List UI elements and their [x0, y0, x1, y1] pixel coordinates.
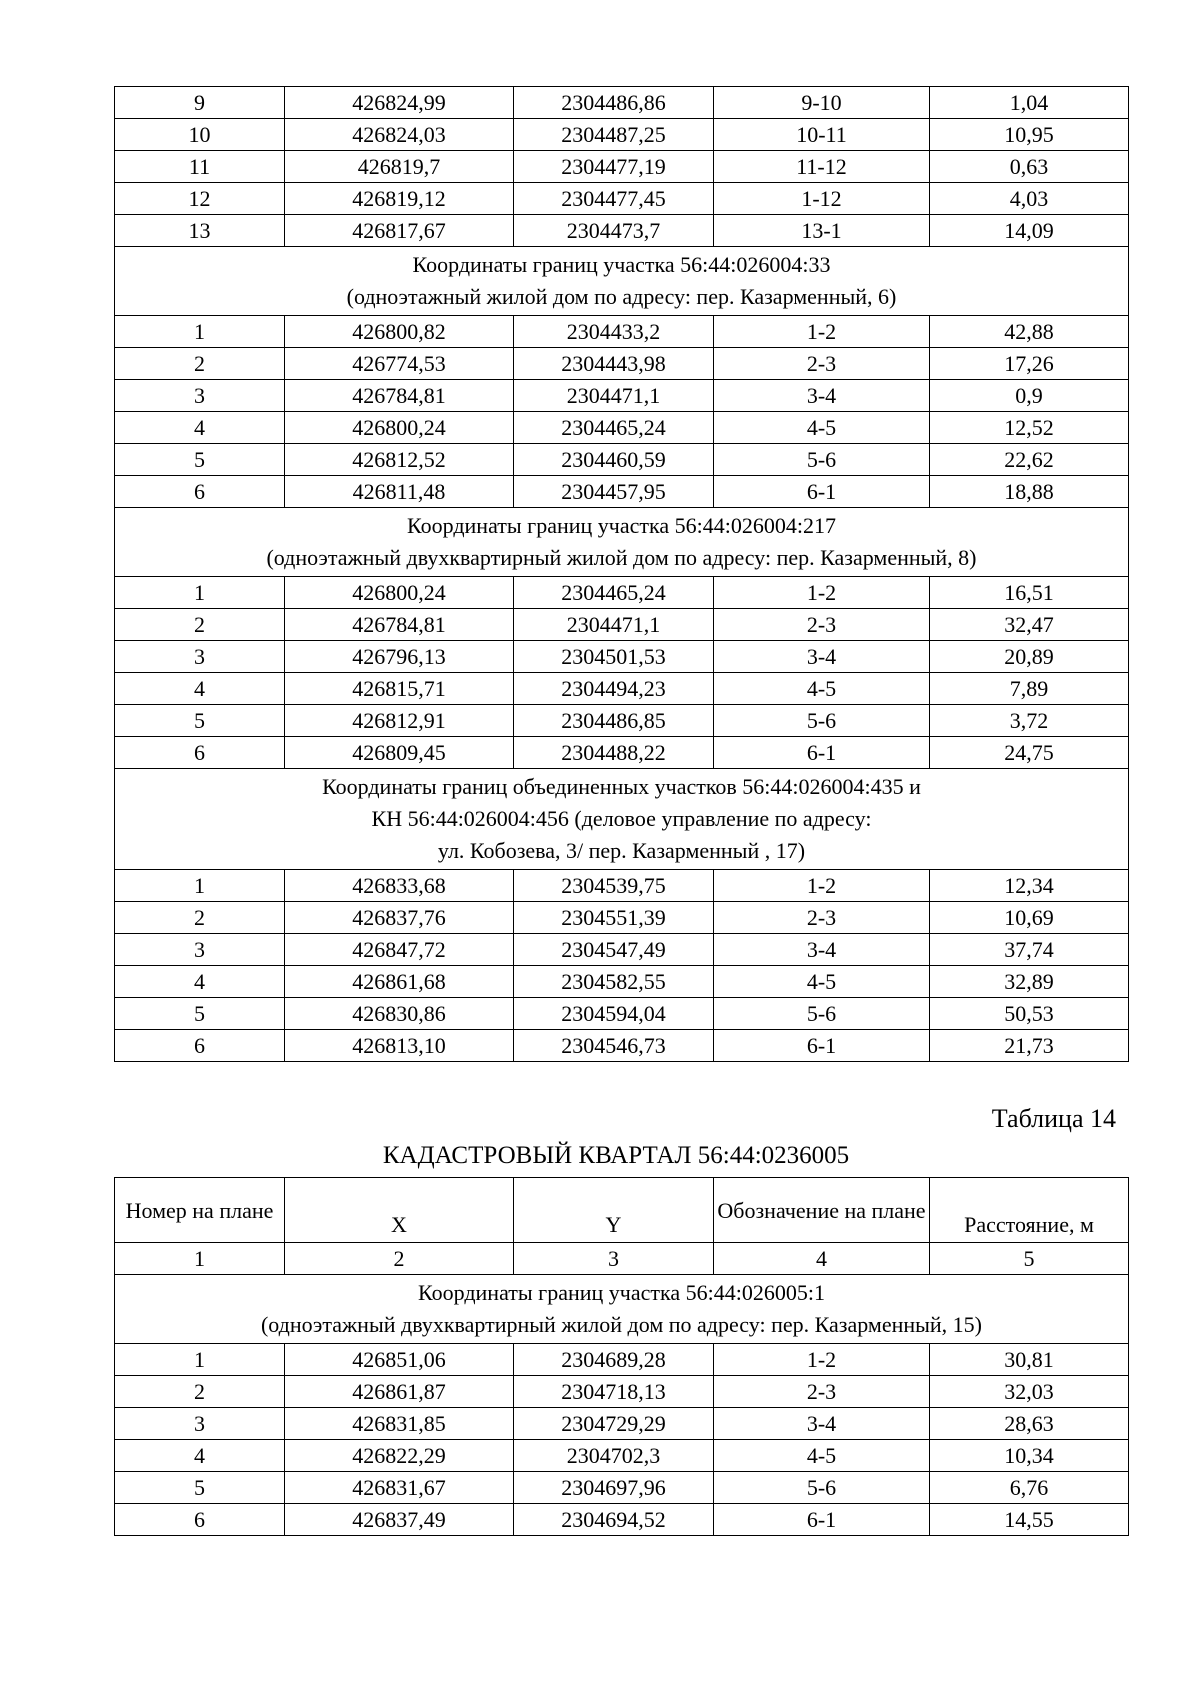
section-title [115, 1275, 1129, 1344]
x-cell: 426822,29 [285, 1440, 514, 1472]
table-row [115, 1030, 1129, 1062]
point-number-cell: 10 [115, 119, 285, 151]
x-cell: 426831,67 [285, 1472, 514, 1504]
x-cell: 426784,81 [285, 609, 514, 641]
y-cell: 2304457,95 [514, 476, 714, 508]
point-number-cell: 2 [115, 609, 285, 641]
x-cell: 426819,7 [285, 151, 514, 183]
table-row [115, 1408, 1129, 1440]
x-cell: 426815,71 [285, 673, 514, 705]
distance-cell: 12,34 [930, 870, 1129, 902]
section-header-row [115, 1275, 1129, 1344]
segment-cell: 6-1 [714, 1504, 930, 1536]
header-distance: Расстояние, м [930, 1178, 1129, 1243]
segment-cell: 6-1 [714, 476, 930, 508]
distance-cell: 32,89 [930, 966, 1129, 998]
y-cell: 2304487,25 [514, 119, 714, 151]
y-cell: 2304486,85 [514, 705, 714, 737]
x-cell: 426824,03 [285, 119, 514, 151]
y-cell: 2304551,39 [514, 902, 714, 934]
point-number-cell: 1 [115, 316, 285, 348]
y-cell: 2304471,1 [514, 380, 714, 412]
y-cell: 2304501,53 [514, 641, 714, 673]
segment-cell: 3-4 [714, 380, 930, 412]
point-number-cell: 1 [115, 1344, 285, 1376]
coordinates-table-continued [114, 86, 1129, 1062]
point-number-cell: 3 [115, 934, 285, 966]
header-row [115, 1178, 1129, 1243]
table-row [115, 737, 1129, 769]
y-cell: 2304477,45 [514, 183, 714, 215]
point-number-cell: 4 [115, 1440, 285, 1472]
segment-cell: 1-2 [714, 870, 930, 902]
segment-cell: 2-3 [714, 1376, 930, 1408]
point-number-cell: 3 [115, 1408, 285, 1440]
table-row [115, 705, 1129, 737]
table-row [115, 119, 1129, 151]
x-cell: 426833,68 [285, 870, 514, 902]
section-header-row [115, 769, 1129, 870]
table2-body [115, 1275, 1129, 1536]
section-title-line: КН 56:44:026004:456 (деловое управление по адресу: [371, 806, 872, 831]
y-cell: 2304694,52 [514, 1504, 714, 1536]
segment-cell: 6-1 [714, 1030, 930, 1062]
point-number-cell: 5 [115, 444, 285, 476]
table-row [115, 641, 1129, 673]
segment-cell: 5-6 [714, 444, 930, 476]
table-title: КАДАСТРОВЫЙ КВАРТАЛ 56:44:0236005 [382, 1142, 850, 1169]
distance-cell: 10,34 [930, 1440, 1129, 1472]
y-cell: 2304697,96 [514, 1472, 714, 1504]
distance-cell: 24,75 [930, 737, 1129, 769]
distance-cell: 14,55 [930, 1504, 1129, 1536]
distance-cell: 16,51 [930, 577, 1129, 609]
segment-cell: 5-6 [714, 1472, 930, 1504]
table-row [115, 673, 1129, 705]
segment-cell: 6-1 [714, 737, 930, 769]
x-cell: 426809,45 [285, 737, 514, 769]
table-row [115, 412, 1129, 444]
distance-cell: 4,03 [930, 183, 1129, 215]
header-x: X [285, 1178, 514, 1243]
distance-cell: 50,53 [930, 998, 1129, 1030]
distance-cell: 14,09 [930, 215, 1129, 247]
x-cell: 426837,76 [285, 902, 514, 934]
point-number-cell: 4 [115, 673, 285, 705]
segment-cell: 4-5 [714, 673, 930, 705]
table-row [115, 316, 1129, 348]
y-cell: 2304488,22 [514, 737, 714, 769]
segment-cell: 2-3 [714, 609, 930, 641]
distance-cell: 10,69 [930, 902, 1129, 934]
point-number-cell: 1 [115, 577, 285, 609]
table-row [115, 183, 1129, 215]
distance-cell: 6,76 [930, 1472, 1129, 1504]
y-cell: 2304594,04 [514, 998, 714, 1030]
table-row [115, 380, 1129, 412]
column-number: 5 [930, 1243, 1129, 1275]
section-title [115, 769, 1129, 870]
section-header-row [115, 247, 1129, 316]
x-cell: 426812,91 [285, 705, 514, 737]
segment-cell: 9-10 [714, 87, 930, 119]
x-cell: 426824,99 [285, 87, 514, 119]
segment-cell: 2-3 [714, 902, 930, 934]
point-number-cell: 2 [115, 1376, 285, 1408]
distance-cell: 20,89 [930, 641, 1129, 673]
segment-cell: 1-2 [714, 1344, 930, 1376]
segment-cell: 1-2 [714, 316, 930, 348]
table-row [115, 609, 1129, 641]
x-cell: 426813,10 [285, 1030, 514, 1062]
x-cell: 426817,67 [285, 215, 514, 247]
x-cell: 426837,49 [285, 1504, 514, 1536]
table1-body [115, 87, 1129, 1062]
header-point-number: Номер на плане [115, 1178, 285, 1243]
point-number-cell: 6 [115, 1504, 285, 1536]
point-number-cell: 9 [115, 87, 285, 119]
point-number-cell: 6 [115, 1030, 285, 1062]
x-cell: 426812,52 [285, 444, 514, 476]
table-row [115, 444, 1129, 476]
section-header-row [115, 508, 1129, 577]
section-title-line: Координаты границ объединенных участков 56:44:026004:435 и [322, 774, 921, 799]
y-cell: 2304539,75 [514, 870, 714, 902]
table-row [115, 87, 1129, 119]
segment-cell: 3-4 [714, 934, 930, 966]
y-cell: 2304729,29 [514, 1408, 714, 1440]
segment-cell: 4-5 [714, 1440, 930, 1472]
point-number-cell: 11 [115, 151, 285, 183]
segment-cell: 3-4 [714, 641, 930, 673]
distance-cell: 0,9 [930, 380, 1129, 412]
segment-cell: 5-6 [714, 705, 930, 737]
section-title-line: Координаты границ участка 56:44:026004:33 [412, 252, 831, 277]
segment-cell: 3-4 [714, 1408, 930, 1440]
y-cell: 2304460,59 [514, 444, 714, 476]
point-number-cell: 12 [115, 183, 285, 215]
point-number-cell: 5 [115, 998, 285, 1030]
distance-cell: 17,26 [930, 348, 1129, 380]
distance-cell: 12,52 [930, 412, 1129, 444]
table-row [115, 934, 1129, 966]
x-cell: 426831,85 [285, 1408, 514, 1440]
x-cell: 426774,53 [285, 348, 514, 380]
segment-cell: 10-11 [714, 119, 930, 151]
cadastral-quarter-table [114, 1177, 1129, 1536]
distance-cell: 42,88 [930, 316, 1129, 348]
distance-cell: 18,88 [930, 476, 1129, 508]
column-number: 1 [115, 1243, 285, 1275]
x-cell: 426796,13 [285, 641, 514, 673]
distance-cell: 10,95 [930, 119, 1129, 151]
section-title-line: Координаты границ участка 56:44:026004:217 [407, 513, 836, 538]
distance-cell: 7,89 [930, 673, 1129, 705]
x-cell: 426784,81 [285, 380, 514, 412]
table-row [115, 577, 1129, 609]
y-cell: 2304718,13 [514, 1376, 714, 1408]
y-cell: 2304486,86 [514, 87, 714, 119]
table-row [115, 1440, 1129, 1472]
table-row [115, 476, 1129, 508]
y-cell: 2304465,24 [514, 412, 714, 444]
x-cell: 426847,72 [285, 934, 514, 966]
y-cell: 2304689,28 [514, 1344, 714, 1376]
table-row [115, 215, 1129, 247]
segment-cell: 4-5 [714, 966, 930, 998]
point-number-cell: 2 [115, 902, 285, 934]
y-cell: 2304494,23 [514, 673, 714, 705]
point-number-cell: 4 [115, 966, 285, 998]
y-cell: 2304433,2 [514, 316, 714, 348]
y-cell: 2304702,3 [514, 1440, 714, 1472]
y-cell: 2304547,49 [514, 934, 714, 966]
segment-cell: 13-1 [714, 215, 930, 247]
x-cell: 426800,82 [285, 316, 514, 348]
segment-cell: 1-2 [714, 577, 930, 609]
x-cell: 426800,24 [285, 577, 514, 609]
point-number-cell: 6 [115, 476, 285, 508]
column-number: 2 [285, 1243, 514, 1275]
table-row [115, 902, 1129, 934]
distance-cell: 32,03 [930, 1376, 1129, 1408]
section-title [115, 508, 1129, 577]
column-number-row [115, 1243, 1129, 1275]
point-number-cell: 5 [115, 705, 285, 737]
header-segment: Обозначение на плане [714, 1178, 930, 1243]
distance-cell: 0,63 [930, 151, 1129, 183]
section-title [115, 247, 1129, 316]
table-row [115, 1344, 1129, 1376]
point-number-cell: 4 [115, 412, 285, 444]
x-cell: 426811,48 [285, 476, 514, 508]
section-title-line: Координаты границ участка 56:44:026005:1 [418, 1280, 825, 1305]
table-row [115, 870, 1129, 902]
table-row [115, 1376, 1129, 1408]
table-row [115, 1472, 1129, 1504]
x-cell: 426800,24 [285, 412, 514, 444]
distance-cell: 1,04 [930, 87, 1129, 119]
distance-cell: 21,73 [930, 1030, 1129, 1062]
distance-cell: 22,62 [930, 444, 1129, 476]
table-row [115, 1504, 1129, 1536]
distance-cell: 3,72 [930, 705, 1129, 737]
section-title-line: (одноэтажный жилой дом по адресу: пер. Казарменный, 6) [346, 284, 897, 309]
y-cell: 2304477,19 [514, 151, 714, 183]
x-cell: 426861,68 [285, 966, 514, 998]
x-cell: 426830,86 [285, 998, 514, 1030]
point-number-cell: 6 [115, 737, 285, 769]
table-number: Таблица 14 [991, 1104, 1116, 1133]
y-cell: 2304443,98 [514, 348, 714, 380]
point-number-cell: 2 [115, 348, 285, 380]
segment-cell: 2-3 [714, 348, 930, 380]
distance-cell: 28,63 [930, 1408, 1129, 1440]
point-number-cell: 1 [115, 870, 285, 902]
y-cell: 2304582,55 [514, 966, 714, 998]
section-title-line: ул. Кобозева, 3/ пер. Казарменный , 17) [437, 838, 806, 863]
section-title-line: (одноэтажный двухквартирный жилой дом по адресу: пер. Казарменный, 8) [266, 545, 977, 570]
y-cell: 2304546,73 [514, 1030, 714, 1062]
section-title-line: (одноэтажный двухквартирный жилой дом по адресу: пер. Казарменный, 15) [260, 1312, 983, 1337]
point-number-cell: 3 [115, 641, 285, 673]
x-cell: 426861,87 [285, 1376, 514, 1408]
table-row [115, 348, 1129, 380]
x-cell: 426851,06 [285, 1344, 514, 1376]
table-row [115, 151, 1129, 183]
y-cell: 2304465,24 [514, 577, 714, 609]
point-number-cell: 3 [115, 380, 285, 412]
column-number: 3 [514, 1243, 714, 1275]
distance-cell: 30,81 [930, 1344, 1129, 1376]
segment-cell: 1-12 [714, 183, 930, 215]
table-row [115, 998, 1129, 1030]
segment-cell: 11-12 [714, 151, 930, 183]
segment-cell: 5-6 [714, 998, 930, 1030]
segment-cell: 4-5 [714, 412, 930, 444]
table-row [115, 966, 1129, 998]
point-number-cell: 5 [115, 1472, 285, 1504]
distance-cell: 37,74 [930, 934, 1129, 966]
header-y: Y [514, 1178, 714, 1243]
point-number-cell: 13 [115, 215, 285, 247]
column-number: 4 [714, 1243, 930, 1275]
x-cell: 426819,12 [285, 183, 514, 215]
distance-cell: 32,47 [930, 609, 1129, 641]
y-cell: 2304473,7 [514, 215, 714, 247]
y-cell: 2304471,1 [514, 609, 714, 641]
